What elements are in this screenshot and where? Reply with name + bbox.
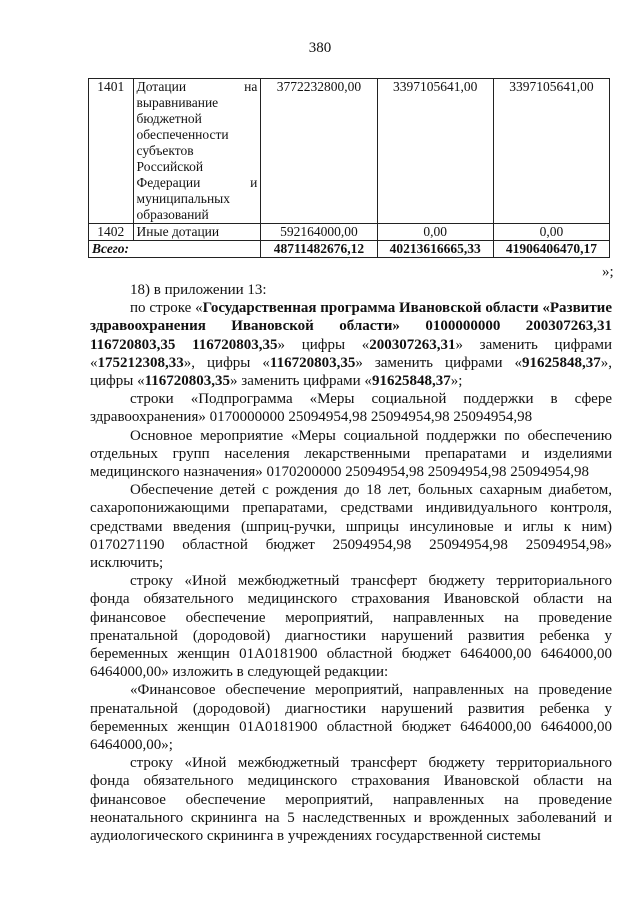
row-value-1: 3772232800,00 — [261, 79, 377, 224]
row-value-3: 0,00 — [493, 224, 609, 241]
row-name — [133, 79, 261, 224]
paragraph-program-line: по строке «Государственная программа Ивановской области «Развитие здравоохранения Ивановской области» 0100000000 200307263,31 116720803,35 116720803,35» цифры «200307263,31» заменить цифрами «175212308,33», цифры «116720803,35» заменить цифрами «91625848,37», цифры «116720803,35» заменить цифрами «91625848,37»; — [90, 300, 613, 390]
total-value-1: 48711482676,12 — [261, 241, 377, 258]
row-name: Иные дотации — [133, 224, 261, 241]
paragraph-new-wording: «Финансовое обеспечение мероприятий, направленных на проведение пренатальной (дородовой) диагностики нарушений развития ребенка у беременных женщин 01А0181900 областной бюджет 6464000,00 6464000,00 6464000,00»; — [90, 682, 612, 754]
page-number: 380 — [308, 40, 332, 56]
name-line: субъектов — [136, 143, 194, 158]
table-row — [89, 79, 610, 224]
row-value-1: 592164000,00 — [261, 224, 377, 241]
name-line: Федерации и — [136, 175, 258, 190]
name-line: муниципальных — [136, 191, 230, 206]
total-value-2: 40213616665,33 — [377, 241, 493, 258]
name-line: Дотации на — [136, 79, 258, 94]
row-value-3: 3397105641,00 — [493, 79, 609, 224]
row-value-2: 0,00 — [377, 224, 493, 241]
paragraph-children-diabetes: Обеспечение детей с рождения до 18 лет, больных сахарным диабетом, сахаропонижающими препаратами, средствами индивидуального контроля, средствами введения (шприц-ручки, шприцы инсулиновые и иглы к ним) 0170271190 областной бюджет 25094954,98 25094954,98 25094954,98» исключить; — [90, 482, 612, 572]
paragraph-item-18: 18) в приложении 13: — [130, 282, 267, 298]
name-line: выравнивание — [136, 95, 219, 110]
name-line: бюджетной — [136, 111, 202, 126]
total-label: Всего: — [89, 241, 261, 258]
paragraph-transfer-prenatal: строку «Иной межбюджетный трансферт бюджету территориального фонда обязательного медицинского страхования Ивановской области на финансовое обеспечение мероприятий, направленных на проведение пренатальной (дородовой) диагностики нарушений развития ребенка у беременных женщин 01А0181900 областной бюджет 6464000,00 6464000,00 6464000,00» изложить в следующей редакции: — [90, 573, 612, 681]
budget-table — [88, 78, 610, 258]
name-line: образований — [136, 207, 209, 222]
row-code: 1402 — [89, 224, 134, 241]
name-line: Российской — [136, 159, 204, 174]
row-code: 1401 — [89, 79, 134, 224]
paragraph-transfer-neonatal: строку «Иной межбюджетный трансферт бюджету территориального фонда обязательного медицинского страхования Ивановской области на финансовое обеспечение мероприятий, направленных на проведение неонатального скрининга на 5 наследственных и врожденных заболеваний и аудиологического скрининга в учреждениях государственной системы — [90, 755, 612, 845]
name-line: обеспеченности — [136, 127, 229, 142]
paragraph-main-measure: Основное мероприятие «Меры социальной поддержки по обеспечению отдельных групп населения лекарственными препаратами и изделиями медицинского назначения» 0170200000 25094954,98 25094954,98 25094954,98 — [90, 427, 612, 481]
table-closing-mark: »; — [602, 264, 614, 280]
table-row — [89, 224, 610, 241]
amendment-text — [90, 281, 612, 845]
paragraph-subprogram: строки «Подпрограмма «Меры социальной поддержки в сфере здравоохранения» 0170000000 25094954,98 25094954,98 25094954,98 — [90, 391, 612, 426]
row-value-2: 3397105641,00 — [377, 79, 493, 224]
total-value-3: 41906406470,17 — [493, 241, 609, 258]
total-row — [89, 241, 610, 258]
